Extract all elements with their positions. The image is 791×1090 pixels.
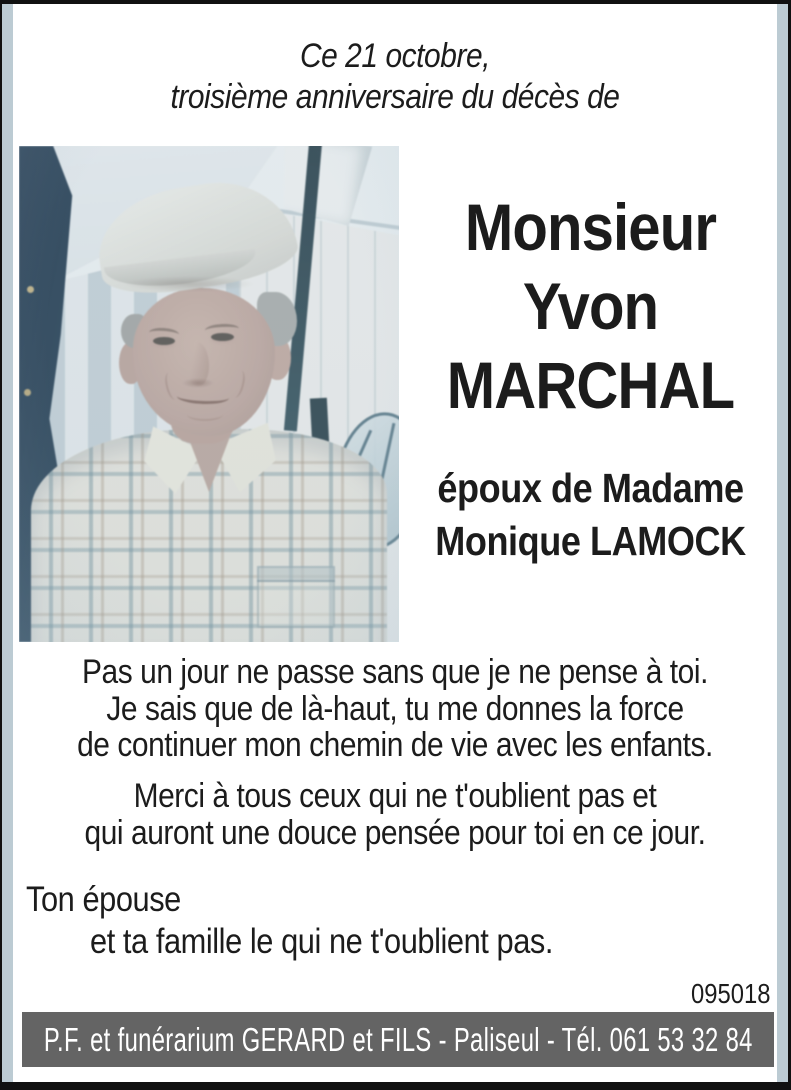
deceased-photo	[19, 146, 399, 642]
deceased-title: Monsieur	[464, 190, 717, 264]
tribute-paragraph-2	[16, 778, 774, 851]
tribute-line: qui auront une douce pensée pour toi en ce jour.	[84, 813, 706, 852]
anniversary-date-line: Ce 21 octobre,	[299, 37, 491, 75]
photo-blue-tint-overlay	[19, 146, 399, 642]
spouse-info	[402, 462, 779, 568]
tribute-line: Je sais que de là-haut, tu me donnes la force	[106, 689, 684, 728]
funeral-home-banner-text: P.F. et funérarium GERARD et FILS - Paliseul - Tél. 061 53 32 84	[43, 1020, 753, 1058]
scan-edge-left	[2, 4, 13, 1082]
anniversary-occasion-line: troisième anniversaire du décès de	[170, 78, 620, 116]
tribute-line: Merci à tous ceux qui ne t'oublient pas et	[133, 777, 657, 815]
deceased-name	[402, 188, 779, 425]
reference-number: 095018	[690, 978, 770, 1009]
spouse-relation-line: époux de Madame	[437, 465, 744, 511]
tribute-line: de continuer mon chemin de vie avec les enfants.	[77, 726, 713, 764]
deceased-first-name: Yvon	[522, 269, 659, 343]
spouse-name-line: Monique LAMOCK	[435, 518, 746, 564]
funeral-home-banner	[22, 1012, 774, 1067]
signature-family: et ta famille le qui ne t'oublient pas.	[90, 922, 554, 961]
deceased-last-name: MARCHAL	[446, 348, 735, 422]
signature-spouse: Ton épouse	[26, 880, 181, 919]
anniversary-header	[16, 36, 774, 118]
tribute-paragraph-1	[16, 654, 774, 764]
tribute-line: Pas un jour ne passe sans que je ne pense à toi.	[82, 653, 708, 691]
